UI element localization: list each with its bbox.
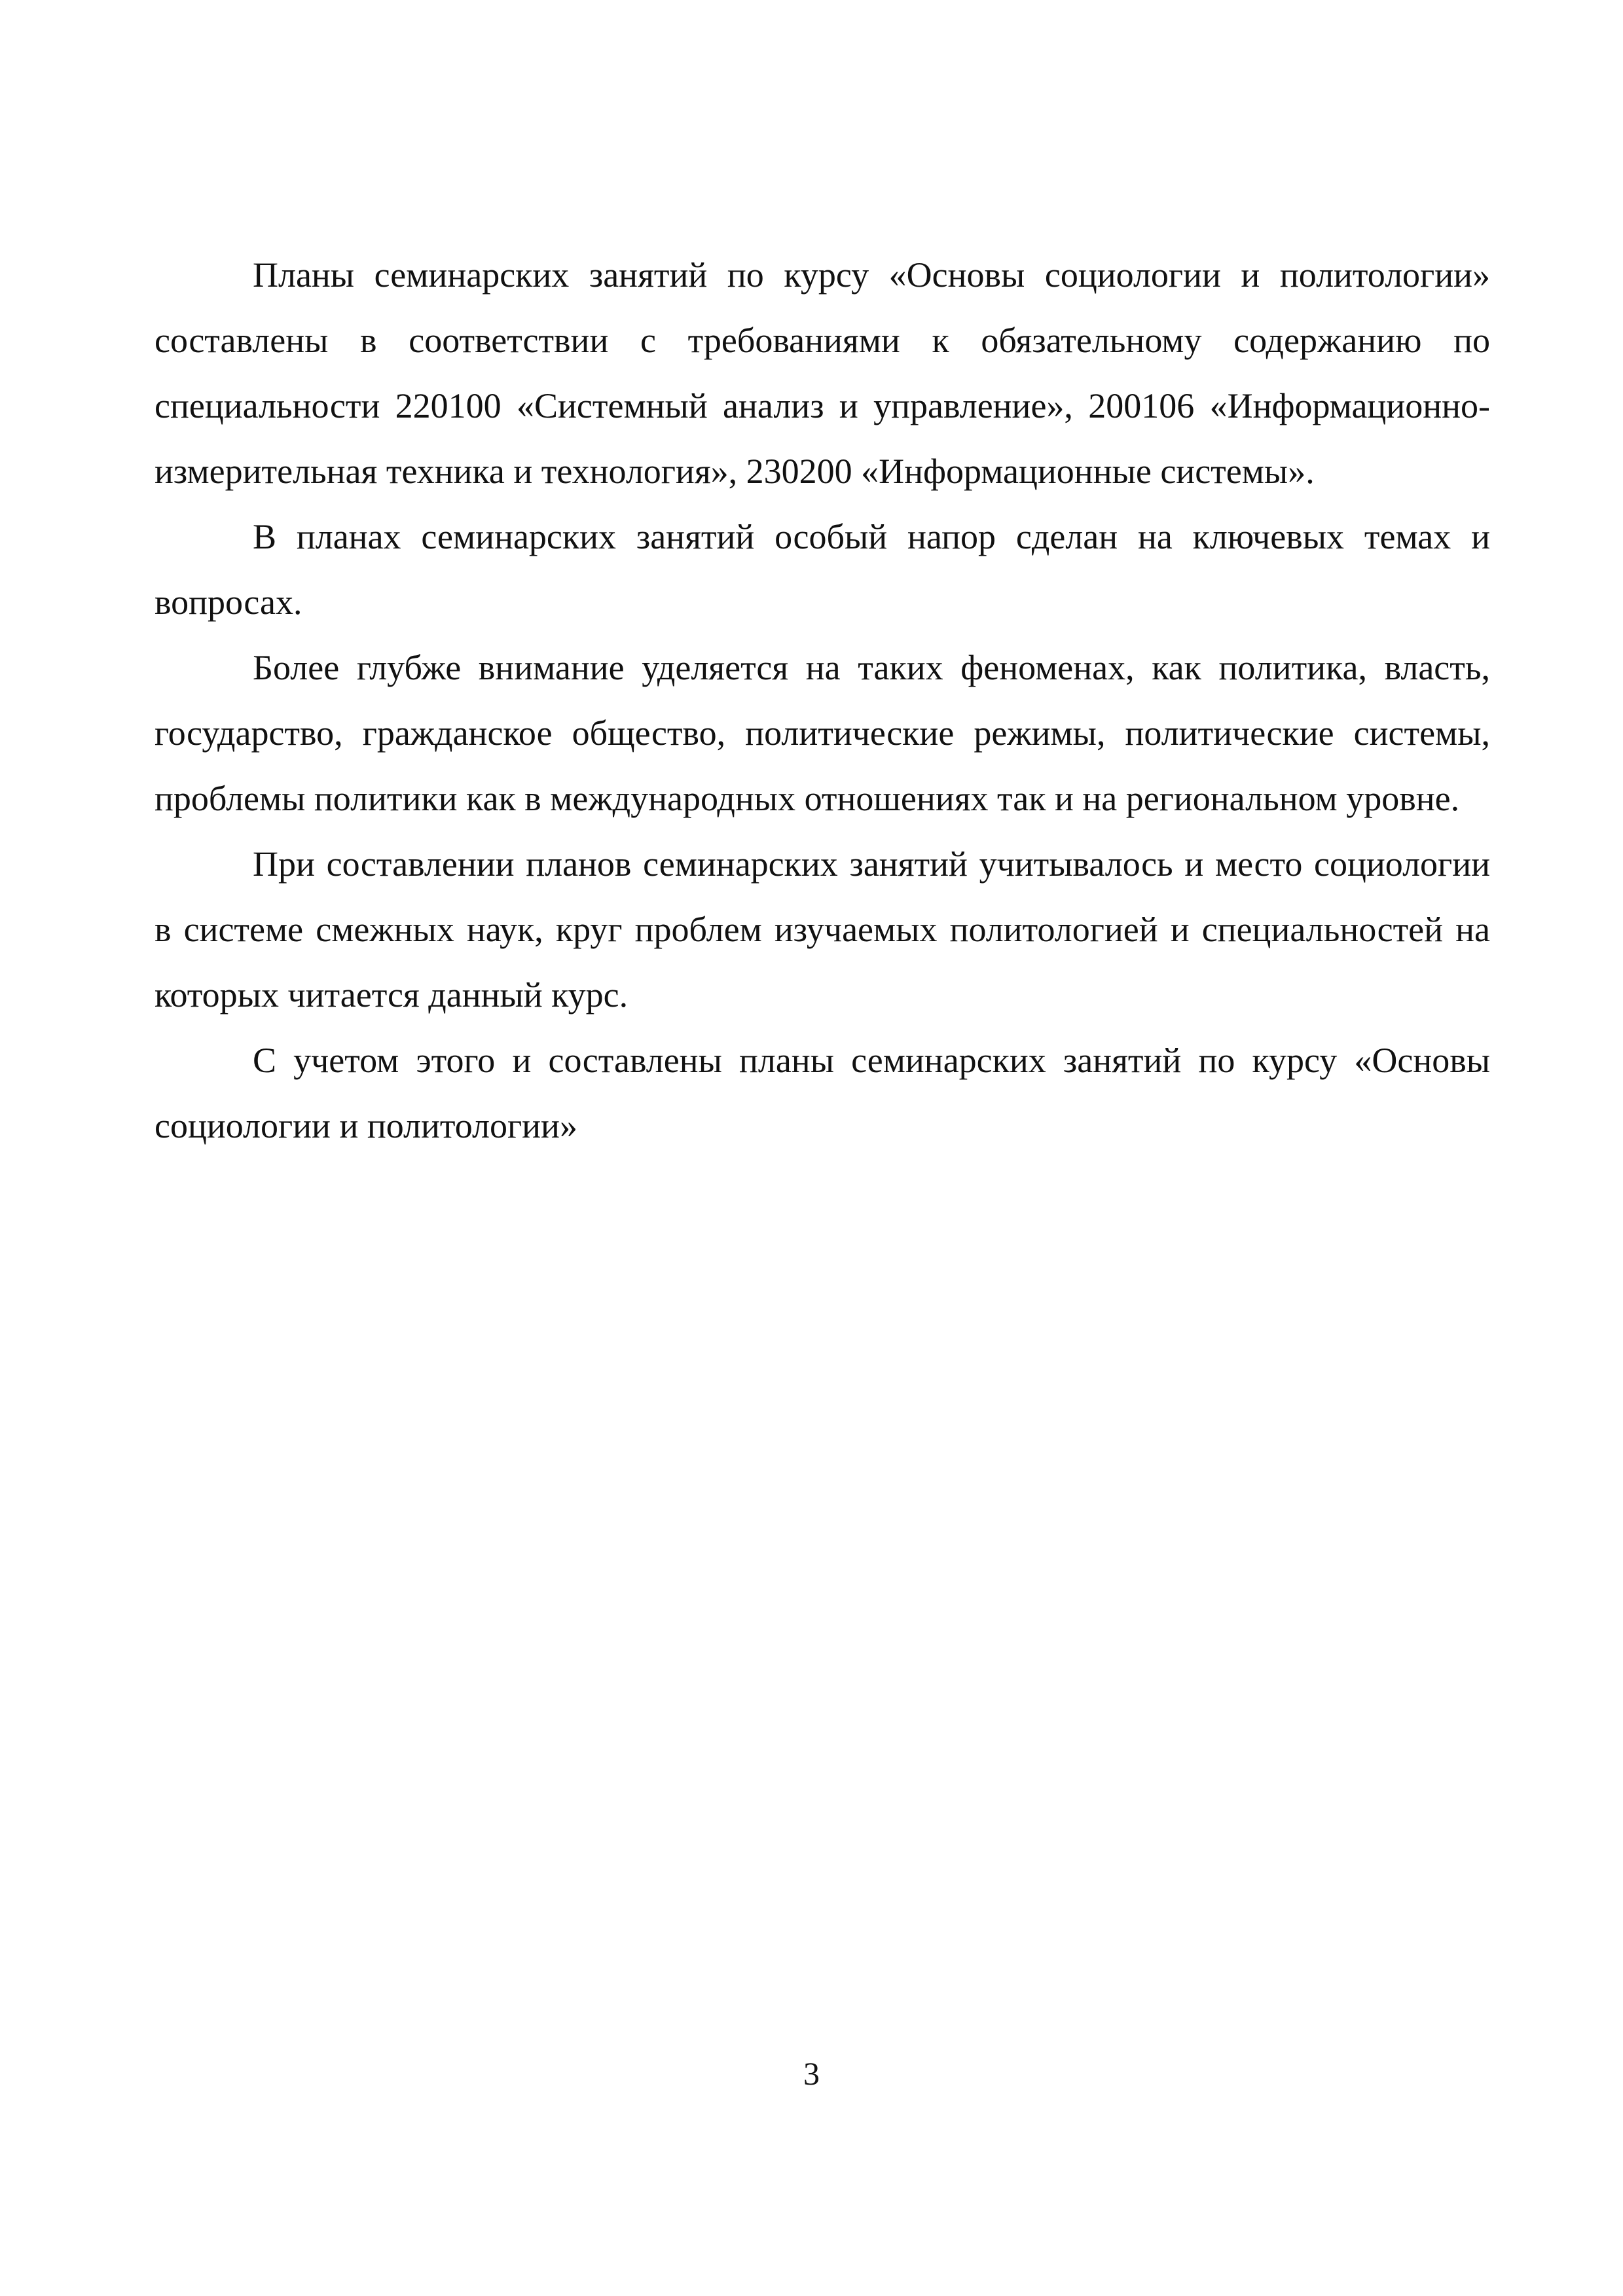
paragraph-1: Планы семинарских занятий по курсу «Основы социологии и политологии» составлены в соответствии с требованиями к обязательному содержанию по специальности 220100 «Системный анализ и управление», 200106 «Информационно-измерительная техника и технология», 230200 «Информационные системы». bbox=[155, 255, 1490, 491]
paragraph-3: Более глубже внимание уделяется на таких феноменах, как политика, власть, государство, гражданское общество, политические режимы, политические системы, проблемы политики как в международных отношениях так и на региональном уровне. bbox=[155, 648, 1490, 818]
paragraph-4: При составлении планов семинарских занятий учитывалось и место социологии в системе смежных наук, круг проблем изучаемых политологией и специальностей на которых читается данный курс. bbox=[155, 844, 1490, 1014]
page-number: 3 bbox=[803, 2055, 820, 2092]
body-text bbox=[155, 242, 1490, 1158]
paragraph-2: В планах семинарских занятий особый напор сделан на ключевых темах и вопросах. bbox=[155, 517, 1490, 622]
paragraph-5: С учетом этого и составлены планы семинарских занятий по курсу «Основы социологии и политологии» bbox=[155, 1041, 1490, 1145]
